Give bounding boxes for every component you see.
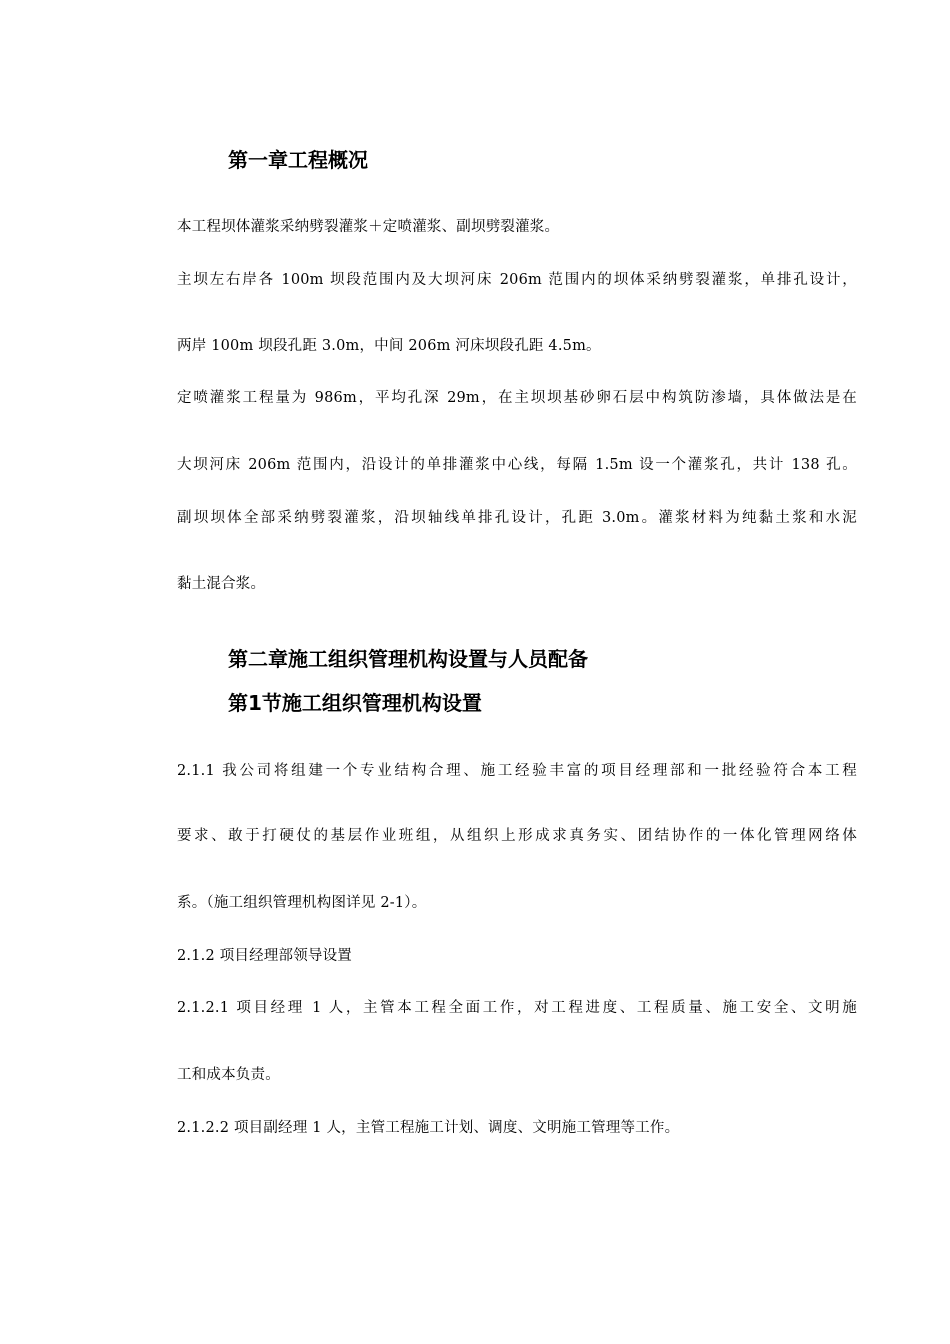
section-paragraph-line: 2.1.2.2 项目副经理 1 人，主管工程施工计划、调度、文明施工管理等工作。	[177, 1120, 680, 1136]
section-paragraph-line: 要求、敢于打硬仗的基层作业班组，从组织上形成求真务实、团结协作的一体化管理网络体	[177, 828, 857, 844]
chapter-1-paragraph-line: 本工程坝体灌浆采纳劈裂灌浆＋定喷灌浆、副坝劈裂灌浆。	[177, 219, 560, 235]
chapter-1-paragraph-line: 大坝河床 206m 范围内，沿设计的单排灌浆中心线，每隔 1.5m 设一个灌浆孔，共计 138 孔。	[177, 457, 857, 473]
section-paragraph-line: 工和成本负责。	[177, 1067, 280, 1083]
section-1-title: 第1节施工组织管理机构设置	[228, 691, 482, 715]
chapter-1-paragraph-line: 副坝坝体全部采纳劈裂灌浆，沿坝轴线单排孔设计，孔距 3.0m。灌浆材料为纯黏土浆和水泥	[177, 510, 857, 526]
chapter-1-paragraph-line: 主坝左右岸各 100m 坝段范围内及大坝河床 206m 范围内的坝体采纳劈裂灌浆，单排孔设计，	[177, 272, 857, 288]
section-paragraph-line: 2.1.2.1 项目经理 1 人，主管本工程全面工作，对工程进度、工程质量、施工安全、文明施	[177, 1000, 857, 1016]
section-paragraph-line: 2.1.1 我公司将组建一个专业结构合理、施工经验丰富的项目经理部和一批经验符合本工程	[177, 763, 857, 779]
chapter-1-paragraph-line: 定喷灌浆工程量为 986m，平均孔深 29m，在主坝坝基砂卵石层中构筑防渗墙，具体做法是在	[177, 390, 857, 406]
chapter-2-title: 第二章施工组织管理机构设置与人员配备	[228, 647, 588, 671]
section-paragraph-line: 2.1.2 项目经理部领导设置	[177, 948, 353, 964]
chapter-1-title: 第一章工程概况	[228, 148, 368, 172]
section-paragraph-line: 系。（施工组织管理机构图详见 2-1）。	[177, 895, 427, 911]
chapter-1-paragraph-line: 黏土混合浆。	[177, 576, 266, 592]
chapter-1-paragraph-line: 两岸 100m 坝段孔距 3.0m，中间 206m 河床坝段孔距 4.5m。	[177, 338, 601, 354]
